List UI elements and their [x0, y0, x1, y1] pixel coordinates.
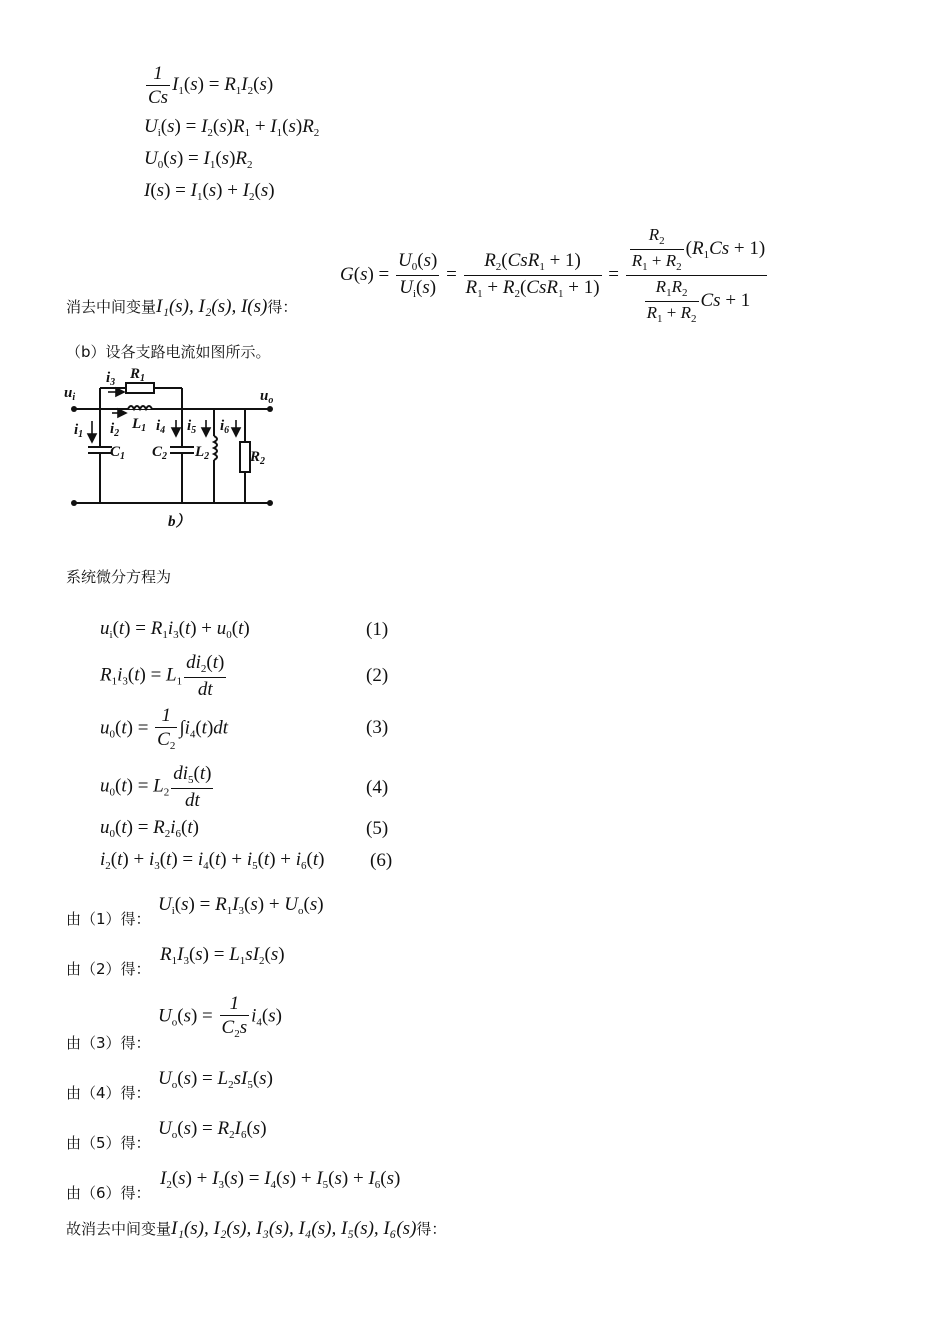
eq-number-4: (4): [366, 777, 389, 798]
de-1: $u_i(t) = R_1i_3(t) + u_0(t)$: [100, 618, 250, 641]
system-de-heading: 系统微分方程为: [66, 568, 172, 586]
laplace-6: $I_2(s) + I_3(s) = I_4(s) + I_5(s) + I_6(s)$: [160, 1168, 401, 1191]
label-i6: $i_6$: [220, 418, 230, 436]
final-vars: I₁(s), I₂(s), I₃(s), I₄(s), I₅(s), I₆(s): [171, 1218, 417, 1239]
eliminate-suffix: 得：: [267, 298, 298, 316]
eq-top-1: $\frac{1}{Cs}$ $I_1(s) = R_1I_2(s)$: [148, 63, 274, 108]
final-line: [66, 1218, 446, 1239]
eliminate-label: 消去中间变量: [66, 298, 157, 316]
by-3-label: 由（3）得：: [66, 1034, 151, 1052]
label-c2: $C_2$: [152, 444, 168, 462]
by-1-label: 由（1）得：: [66, 910, 151, 928]
label-uo: $u_o$: [260, 388, 274, 406]
eliminate-line: [66, 296, 297, 317]
label-i4: $i_4$: [156, 418, 166, 436]
eq-top-3: $U_0(s) = I_1(s)R_2$: [144, 148, 253, 171]
by-4-label: 由（4）得：: [66, 1084, 151, 1102]
part-b-heading: （b）设各支路电流如图所示。: [66, 343, 271, 361]
label-r1: $R_1$: [130, 366, 146, 384]
eq-top-4: $I(s) = I_1(s) + I_2(s)$: [144, 180, 275, 203]
label-r2: $R_2$: [250, 449, 266, 467]
transfer-function-g: G(s) = $\frac{U_0(s)}{U_i(s)}$ = $\frac{R_2(CsR_1 + 1)}{R_1 + R_2(CsR_1 + 1)}$ = $\frac{R_2}{R_1 + R_2}$ $(R_1Cs + 1)$ $\frac{R_1R_2}{R_1 + R_2}$ Cs + 1: [340, 225, 766, 325]
label-i1: $i_1$: [74, 422, 84, 440]
de-3: $u_0(t)$ = $\frac{1}{C_2}$ $\int i_4(t)dt$: [100, 705, 229, 752]
laplace-2: $R_1I_3(s) = L_1sI_2(s)$: [160, 944, 285, 967]
label-i2: $i_2$: [110, 421, 120, 439]
eq-top-2: $U_i(s) = I_2(s)R_1 + I_1(s)R_2$: [144, 116, 320, 139]
label-l2: $L_2$: [195, 444, 210, 462]
eq-number-1: (1): [366, 619, 389, 640]
label-i3: $i_3$: [106, 370, 116, 388]
circuit-diagram: [60, 364, 290, 536]
eq-number-5: (5): [366, 818, 389, 839]
label-l1: $L_1$: [132, 416, 147, 434]
by-6-label: 由（6）得：: [66, 1184, 151, 1202]
laplace-1: $U_i(s) = R_1I_3(s) + U_o(s)$: [158, 894, 324, 917]
label-ui: $u_i$: [64, 385, 76, 403]
de-4: $u_0(t) = L_2$ $\frac{di_5(t)}{dt}$: [100, 763, 212, 811]
label-i5: $i_5$: [187, 418, 197, 436]
final-suffix: 得：: [416, 1220, 447, 1238]
eq-number-2: (2): [366, 665, 389, 686]
eq-number-3: (3): [366, 717, 389, 738]
eliminate-vars: I₁(s), I₂(s), I(s): [156, 296, 268, 317]
de-6: $i_2(t) + i_3(t) = i_4(t) + i_5(t) + i_6(t)$: [100, 849, 325, 872]
by-2-label: 由（2）得：: [66, 960, 151, 978]
circuit-caption: b）: [168, 514, 191, 530]
laplace-5: $U_o(s) = R_2I_6(s)$: [158, 1118, 267, 1141]
eq-number-6: (6): [370, 850, 393, 871]
laplace-4: $U_o(s) = L_2sI_5(s)$: [158, 1068, 273, 1091]
by-5-label: 由（5）得：: [66, 1134, 151, 1152]
de-5: $u_0(t) = R_2i_6(t)$: [100, 817, 199, 840]
label-c1: $C_1$: [110, 444, 126, 462]
laplace-3: $U_o(s)$ = $\frac{1}{C_2s}$ $i_4(s)$: [158, 993, 282, 1040]
de-2: $R_1i_3(t) = L_1$ $\frac{di_2(t)}{dt}$: [100, 652, 225, 700]
final-label: 故消去中间变量: [66, 1220, 172, 1238]
